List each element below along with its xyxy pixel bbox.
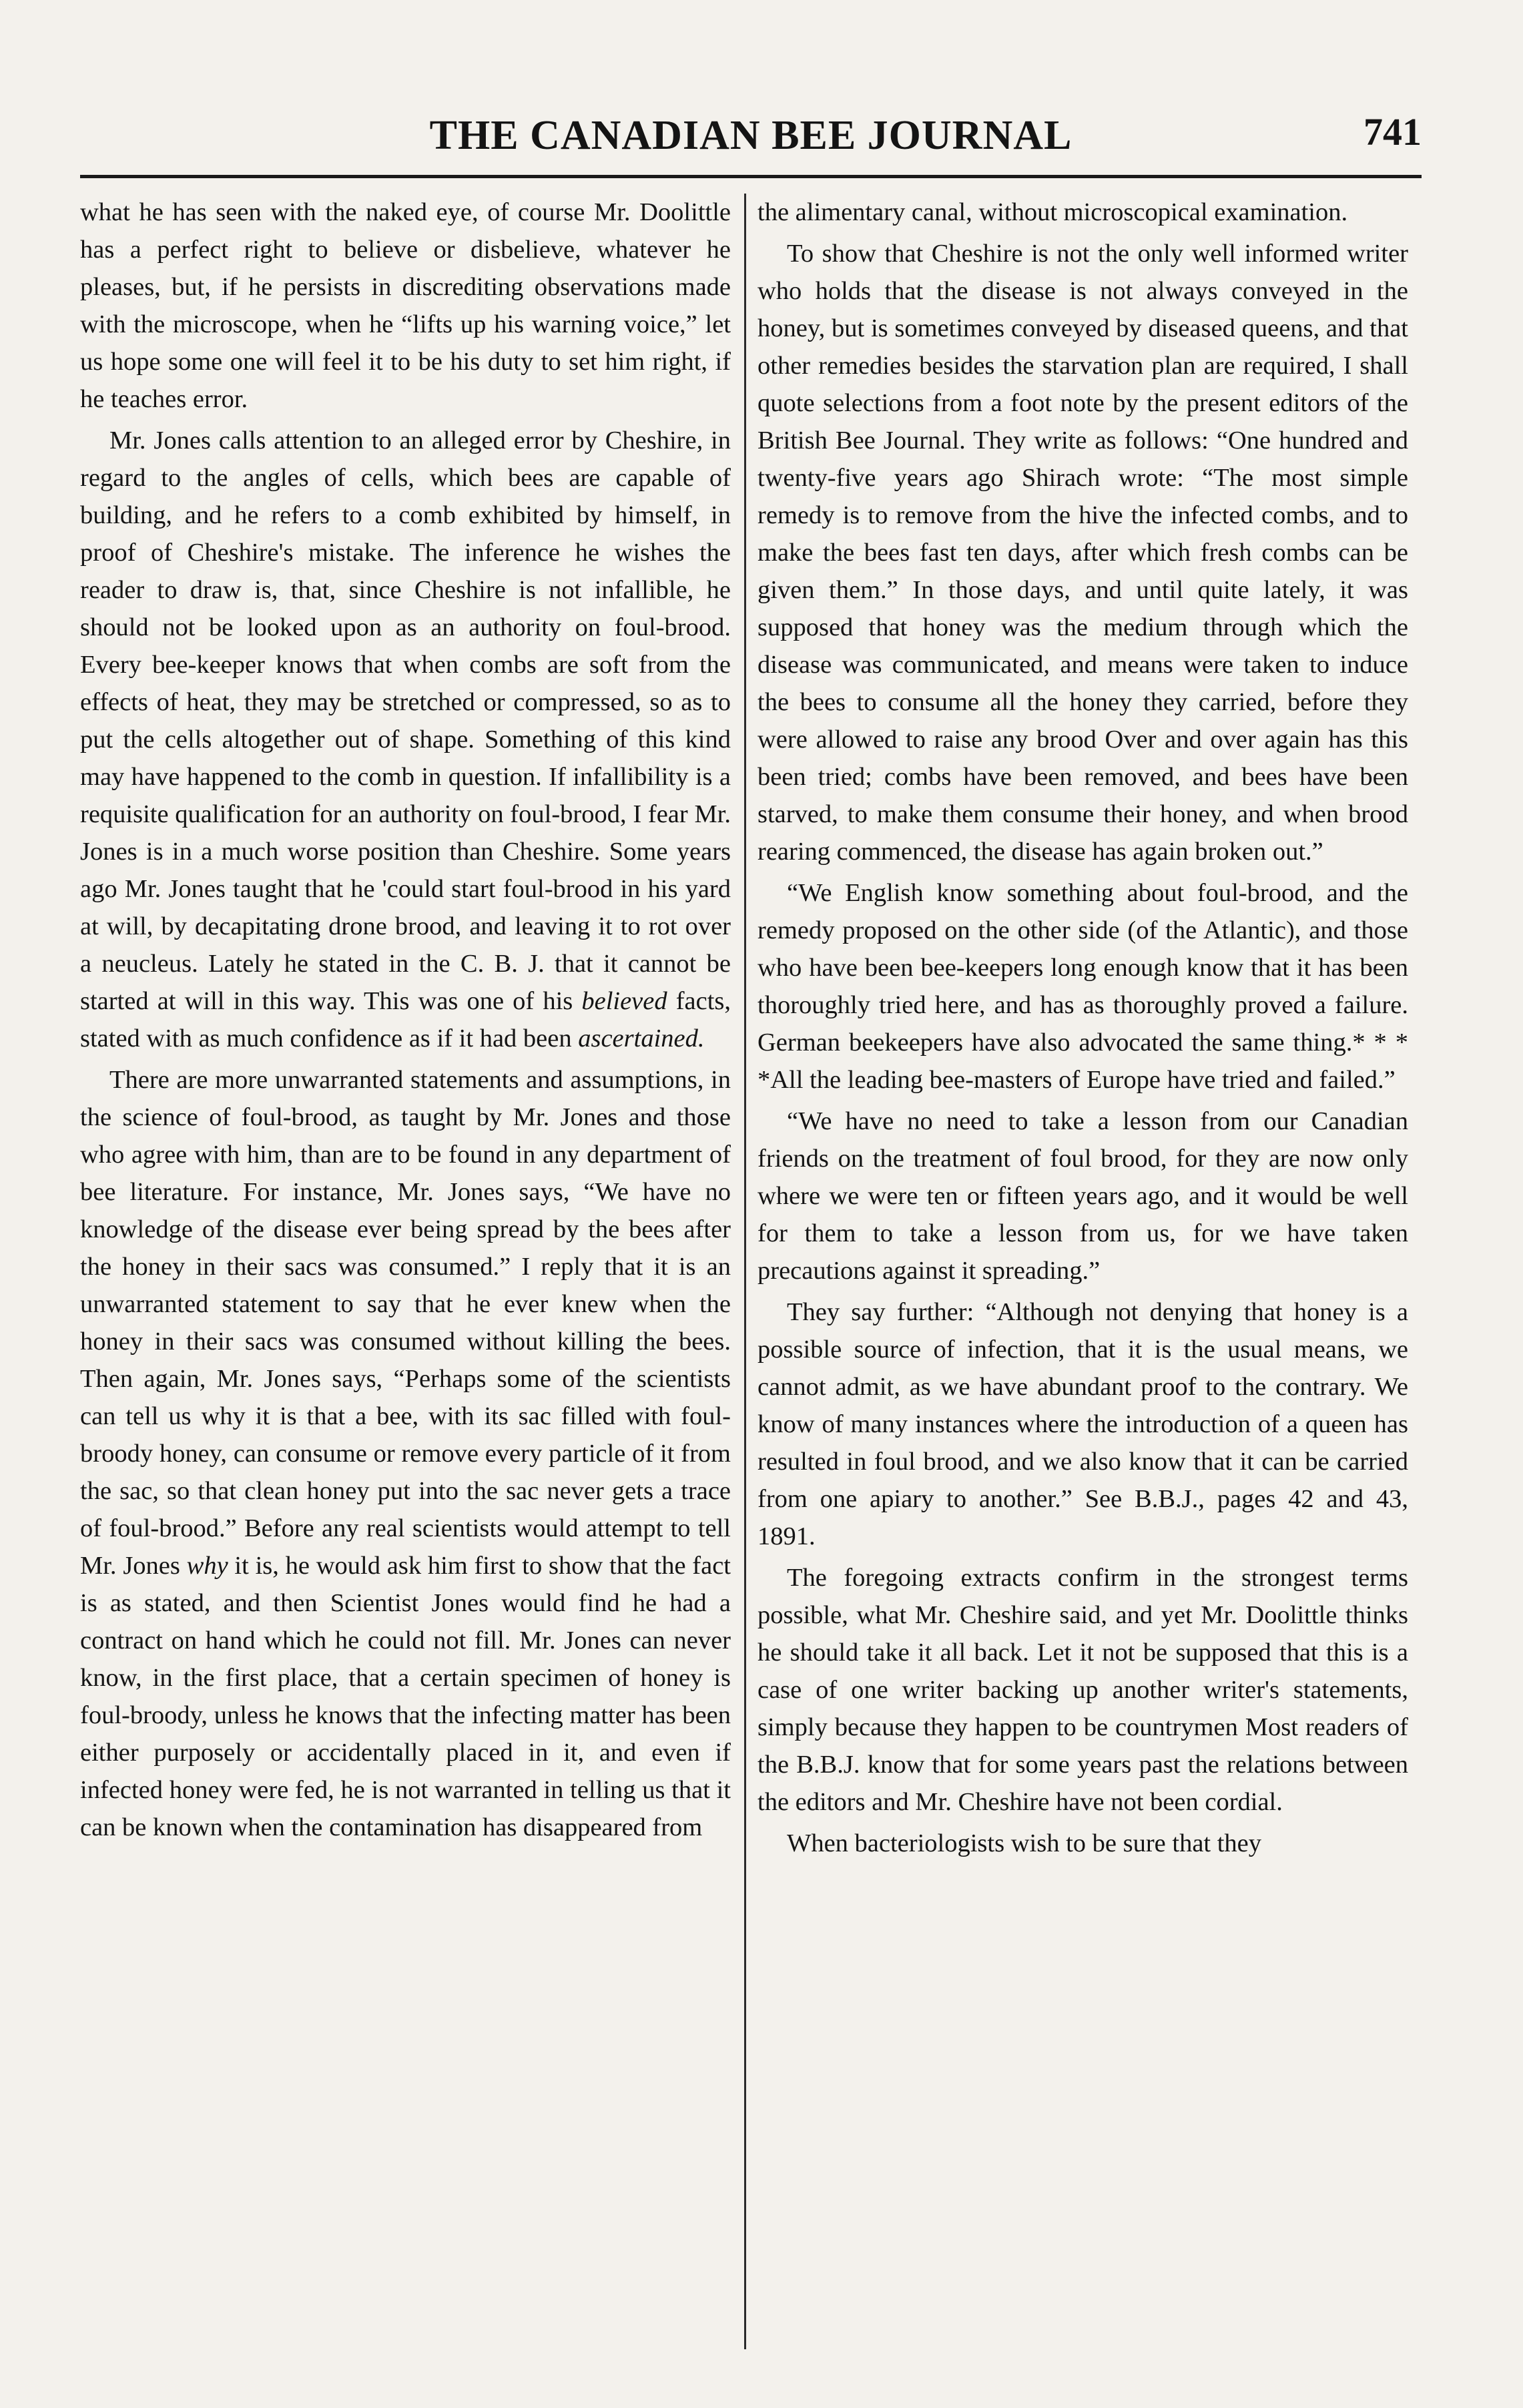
- paragraph: “We English know something about foul-brood, and the remedy proposed on the other side (of the Atlantic), and those who have been bee-keepers long enough know that it has been thoroughly tried here, and has as thoroughly proved a failure. German beekeepers have also advocated the same thing.* * * *All the leading bee-masters of Europe have tried and failed.”: [757, 879, 1408, 1094]
- left-column: [80, 194, 731, 2349]
- paragraph: When bacteriologists wish to be sure that they: [787, 1829, 1262, 1857]
- page-header: [80, 107, 1422, 167]
- emphasis-text: why: [186, 1552, 228, 1580]
- emphasis-text: ascertained.: [578, 1024, 705, 1052]
- paragraph: the alimentary canal, without microscopical examination.: [757, 198, 1348, 226]
- paragraph-text: Mr. Jones calls attention to an alleged error by Cheshire, in regard to the angles of cells, which bees are capable of building, and he refers to a comb exhibited by himself, in proof of Cheshire's mistake. The inference he wishes the reader to draw is, that, since Cheshire is not infallible, he should not be looked upon as an authority on foul-brood. Every bee-keeper knows that when combs are soft from the effects of heat, they may be stretched or compressed, so as to put the cells altogether out of shape. Something of this kind may have happened to the comb in question. If infallibility is a requisite qualification for an authority on foul-brood, I fear Mr. Jones is in a much worse position than Cheshire. Some years ago Mr. Jones taught that he 'could start foul-brood in his yard at will, by decapitating drone brood, and leaving it to rot over a neucleus. Lately he stated in the C. B. J. that it cannot be started at will in this way. This was one of his: [80, 426, 731, 1015]
- column-divider: [744, 194, 746, 2349]
- journal-title: THE CANADIAN BEE JOURNAL: [429, 113, 1073, 158]
- right-column: [757, 194, 1408, 2349]
- paragraph-text: There are more unwarranted statements and assumptions, in the science of foul-brood, as taught by Mr. Jones and those who agree with him, than are to be found in any department of bee literature. For instance, Mr. Jones says, “We have no knowledge of the disease ever being spread by the bees after the honey in their sacs was consumed.” I reply that it is an unwarranted statement to say that he ever knew when the honey in their sacs was consumed without killing the bees. Then again, Mr. Jones says, “Perhaps some of the scientists can tell us why it is that a bee, with its sac filled with foul-broody honey, can consume or remove every particle of it from the sac, so that clean honey put into the sac never gets a trace of foul-brood.” Before any real scientists would attempt to tell Mr. Jones: [80, 1066, 731, 1580]
- paragraph: “We have no need to take a lesson from our Canadian friends on the treatment of foul brood, for they are now only where we were ten or fifteen years ago, and it would be well for them to take a lesson from us, for we have taken precautions against it spreading.”: [757, 1107, 1408, 1285]
- paragraph-text: facts, stated with as much confidence as if it had been: [80, 987, 731, 1052]
- page-number: 741: [1363, 110, 1422, 154]
- paragraph: The foregoing extracts confirm in the strongest terms possible, what Mr. Cheshire said, and yet Mr. Doolittle thinks he should take it all back. Let it not be supposed that this is a case of one writer backing up another writer's statements, simply because they happen to be countrymen Most readers of the B.B.J. know that for some years past the relations between the editors and Mr. Cheshire have not been cordial.: [757, 1564, 1408, 1816]
- header-rule: [80, 175, 1422, 178]
- paragraph-text: it is, he would ask him first to show that the fact is as stated, and then Scientist Jones would find he had a contract on hand which he could not fill. Mr. Jones can never know, in the first place, that a certain specimen of honey is foul-broody, unless he knows that the infecting matter has been either purposely or accidentally placed in it, and even if infected honey were fed, he is not warranted in telling us that it can be known when the contamination has disappeared from: [80, 1552, 731, 1841]
- paragraph: To show that Cheshire is not the only well informed writer who holds that the disease is not always conveyed in the honey, but is sometimes conveyed by diseased queens, and that other remedies besides the starvation plan are required, I shall quote selections from a foot note by the present editors of the British Bee Journal. They write as follows: “One hundred and twenty-five years ago Shirach wrote: “The most simple remedy is to remove from the hive the infected combs, and to make the bees fast ten days, after which fresh combs can be given them.” In those days, and until quite lately, it was supposed that honey was the medium through which the disease was communicated, and means were taken to induce the bees to consume all the honey they carried, before they were allowed to raise any brood Over and over again has this been tried; combs have been removed, and bees have been starved, to make them consume their honey, and when brood rearing commenced, the disease has again broken out.”: [757, 240, 1408, 866]
- paragraph: [80, 422, 731, 1057]
- emphasis-text: believed: [581, 987, 667, 1015]
- paragraph: what he has seen with the naked eye, of course Mr. Doolittle has a perfect right to believe or disbelieve, whatever he pleases, but, if he persists in discrediting observations made with the microscope, when he “lifts up his warning voice,” let us hope some one will feel it to be his duty to set him right, if he teaches error.: [80, 198, 731, 413]
- paragraph: [80, 1061, 731, 1846]
- paragraph: They say further: “Although not denying that honey is a possible source of infection, that it is the usual means, we cannot admit, as we have abundant proof to the contrary. We know of many instances where the introduction of a queen has resulted in foul brood, and we also know that it can be carried from one apiary to another.” See B.B.J., pages 42 and 43, 1891.: [757, 1298, 1408, 1550]
